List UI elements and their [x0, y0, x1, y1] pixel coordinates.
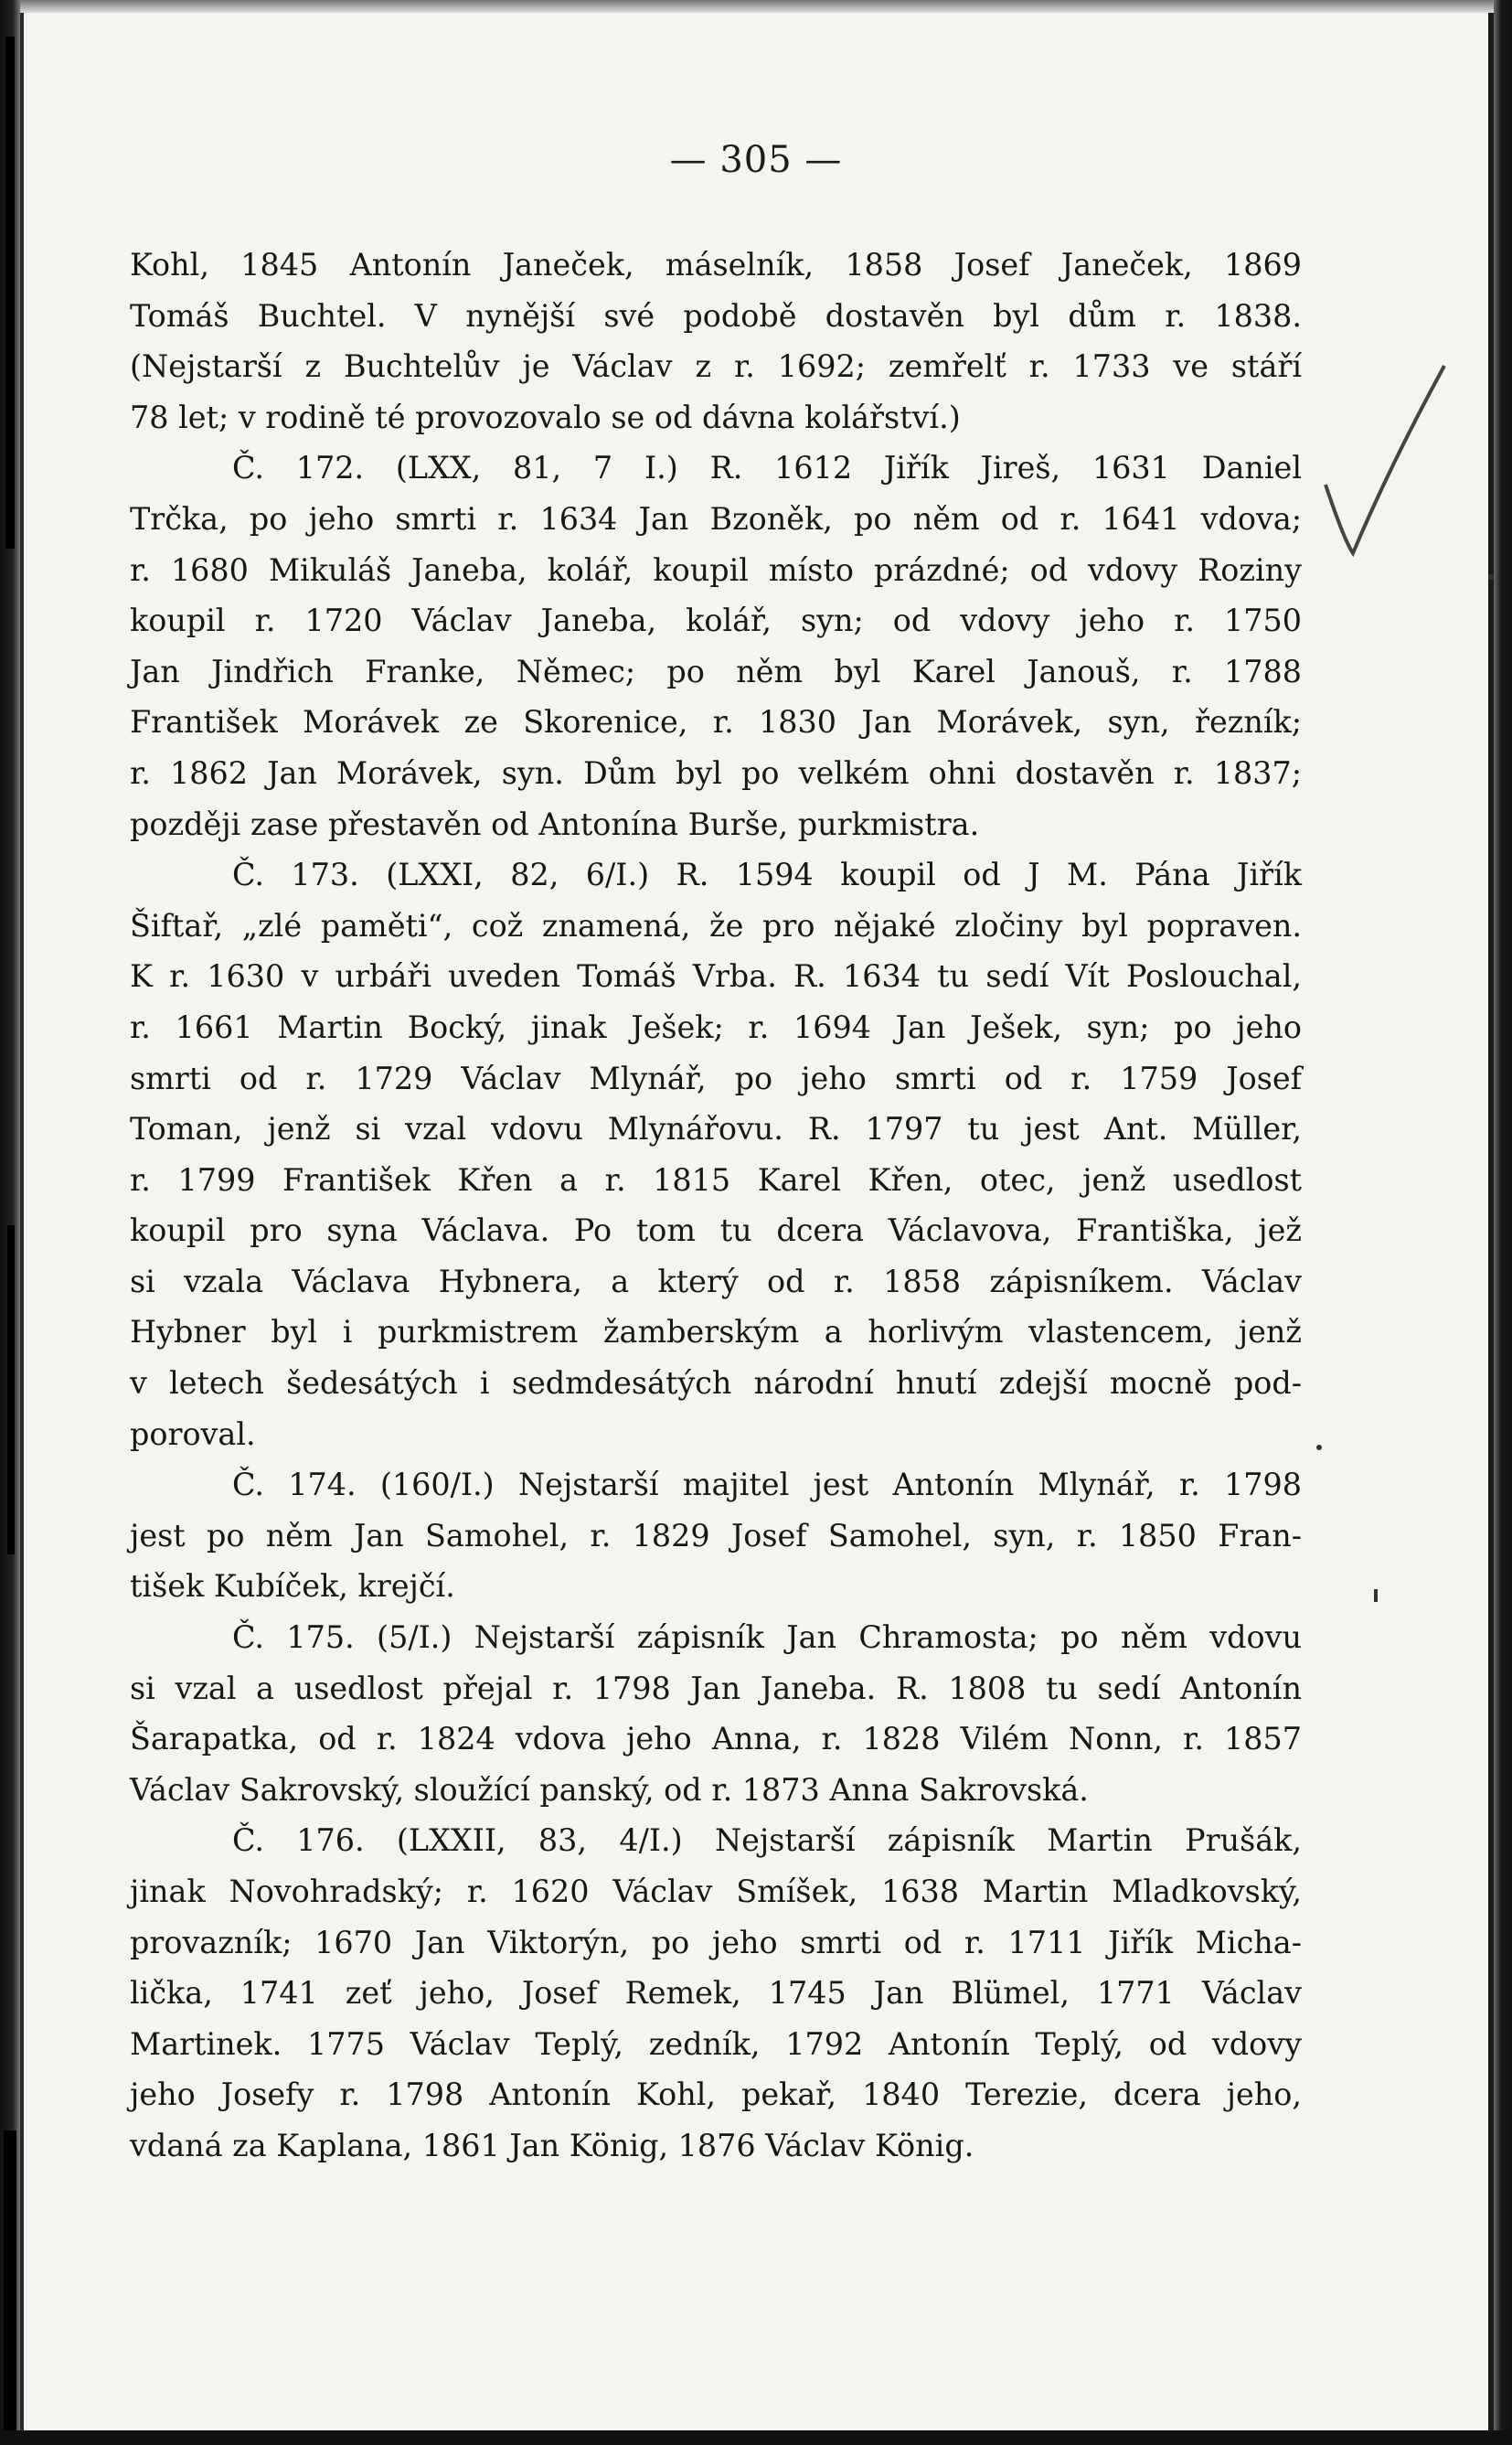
- text-line: jest po něm Jan Samohel, r. 1829 Josef Samohel, syn, r. 1850 Fran-: [130, 1517, 1302, 1553]
- text-line: provazník; 1670 Jan Viktorýn, po jeho smrti od r. 1711 Jiřík Micha-: [130, 1924, 1302, 1960]
- text-line: jinak Novohradský; r. 1620 Václav Smíšek, 1638 Martin Mladkovský,: [130, 1874, 1302, 1909]
- text-line: Martinek. 1775 Václav Teplý, zedník, 1792 Antonín Teplý, od vdovy: [130, 2025, 1302, 2062]
- text-line: Kohl, 1845 Antonín Janeček, máselník, 1858 Josef Janeček, 1869: [130, 247, 1302, 283]
- text-line: poroval.: [130, 1415, 256, 1452]
- pencil-check-mark: [1316, 357, 1453, 567]
- text-line: Č. 173. (LXXI, 82, 6/I.) R. 1594 koupil od J M. Pána Jiřík: [232, 857, 1302, 893]
- text-line: koupil r. 1720 Václav Janeba, kolář, syn; od vdovy jeho r. 1750: [130, 603, 1302, 639]
- text-line: Hybner byl i purkmistrem žamberským a horlivým vlastencem, jenž: [130, 1314, 1302, 1351]
- scan-top-edge: [0, 0, 1512, 13]
- scan-right-edge: [1494, 0, 1512, 2445]
- text-line: K r. 1630 v urbáři uveden Tomáš Vrba. R. 1634 tu sedí Vít Poslouchal,: [130, 958, 1302, 995]
- text-line: smrti od r. 1729 Václav Mlynář, po jeho smrti od r. 1759 Josef: [130, 1060, 1302, 1096]
- text-line: jeho Josefy r. 1798 Antonín Kohl, pekař, 1840 Terezie, dcera jeho,: [130, 2077, 1302, 2113]
- scan-bottom-edge: [0, 2430, 1512, 2445]
- text-line: Jan Jindřich Franke, Němec; po něm byl Karel Janouš, r. 1788: [130, 653, 1302, 689]
- text-line: koupil pro syna Václava. Po tom tu dcera Václavova, Františka, jež: [130, 1212, 1302, 1249]
- speck: [1488, 574, 1494, 580]
- text-line: r. 1862 Jan Morávek, syn. Dům byl po velkém ohni dostavěn r. 1837;: [130, 754, 1302, 791]
- text-line: si vzal a usedlost přejal r. 1798 Jan Janeba. R. 1808 tu sedí Antonín: [130, 1670, 1302, 1706]
- pencil-stroke: [1326, 366, 1444, 553]
- text-line: r. 1680 Mikuláš Janeba, kolář, koupil místo prázdné; od vdovy Roziny: [130, 551, 1302, 588]
- text-line: Č. 174. (160/I.) Nejstarší majitel jest Antonín Mlynář, r. 1798: [232, 1467, 1302, 1503]
- margin-mark: [7, 1225, 15, 1554]
- body-text: [130, 240, 1302, 2172]
- text-line: 78 let; v rodině té provozovalo se od dávna kolářství.): [130, 399, 961, 435]
- text-line: František Morávek ze Skorenice, r. 1830 Jan Morávek, syn, řezník;: [130, 704, 1302, 741]
- text-line: Šiftař, „zlé paměti“, což znamená, že pro nějaké zločiny byl popraven.: [130, 907, 1302, 944]
- text-line: tišek Kubíček, krejčí.: [130, 1568, 455, 1605]
- text-line: později zase přestavěn od Antonína Burše, purkmistra.: [130, 806, 980, 842]
- text-line: lička, 1741 zeť jeho, Josef Remek, 1745 Jan Blümel, 1771 Václav: [130, 1975, 1302, 2012]
- speck: [1374, 1589, 1378, 1602]
- text-line: Šarapatka, od r. 1824 vdova jeho Anna, r. 1828 Vilém Nonn, r. 1857: [130, 1721, 1302, 1757]
- text-line: Toman, jenž si vzal vdovu Mlynářovu. R. 1797 tu jest Ant. Müller,: [130, 1111, 1302, 1148]
- margin-mark: [5, 37, 15, 549]
- text-line: (Nejstarší z Buchtelův je Václav z r. 1692; zemřelť r. 1733 ve stáří: [130, 348, 1302, 385]
- text-line: vdaná za Kaplana, 1861 Jan König, 1876 Václav König.: [130, 2127, 974, 2163]
- text-line: Tomáš Buchtel. V nynější své podobě dostavěn byl dům r. 1838.: [130, 297, 1302, 334]
- text-line: r. 1799 František Křen a r. 1815 Karel Křen, otec, jenž usedlost: [130, 1161, 1302, 1198]
- text-line: Č. 176. (LXXII, 83, 4/I.) Nejstarší zápisník Martin Prušák,: [232, 1822, 1302, 1859]
- text-line: Č. 172. (LXX, 81, 7 I.) R. 1612 Jiřík Jireš, 1631 Daniel: [232, 450, 1302, 486]
- page-number: — 305 —: [669, 139, 843, 181]
- text-line: Václav Sakrovský, sloužící panský, od r. 1873 Anna Sakrovská.: [130, 1771, 1089, 1808]
- text-line: Trčka, po jeho smrti r. 1634 Jan Bzoněk, po něm od r. 1641 vdova;: [130, 500, 1302, 537]
- text-line: Č. 175. (5/I.) Nejstarší zápisník Jan Chramosta; po něm vdovu: [232, 1619, 1302, 1656]
- text-line: si vzala Václava Hybnera, a který od r. 1858 zápisníkem. Václav: [130, 1263, 1302, 1299]
- text-line: r. 1661 Martin Bocký, jinak Ješek; r. 1694 Jan Ješek, syn; po jeho: [130, 1009, 1302, 1045]
- speck: [1316, 1445, 1322, 1450]
- margin-mark: [4, 2130, 16, 2432]
- text-line: v letech šedesátých i sedmdesátých národní hnutí zdejší mocně pod-: [130, 1365, 1302, 1402]
